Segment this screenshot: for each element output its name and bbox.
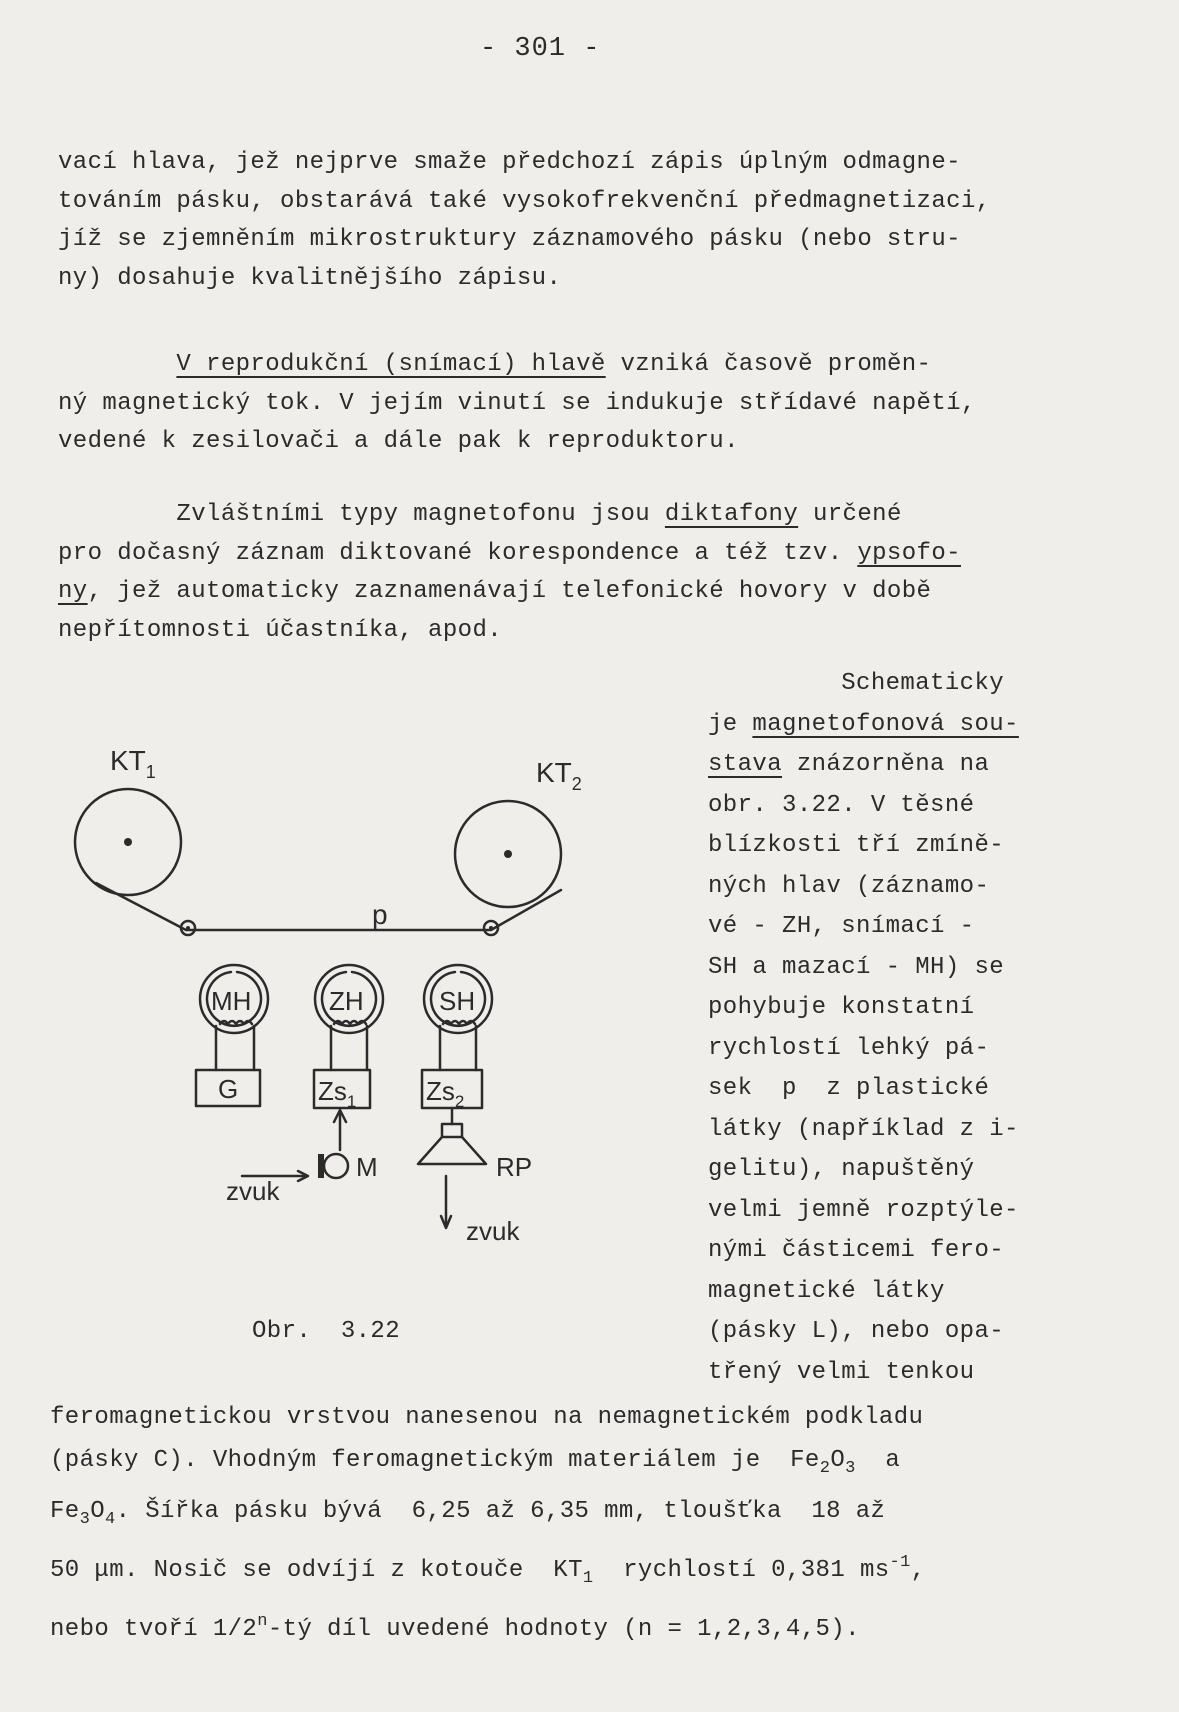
- text-line: (pásky L), nebo opa-: [708, 1318, 1005, 1345]
- text-line: feromagnetickou vrstvou nanesenou na nemagnetickém podkladu: [50, 1404, 924, 1431]
- paragraph-2: [58, 346, 976, 462]
- text-line: sek p z plastické: [708, 1075, 990, 1102]
- subscript: 4: [105, 1510, 116, 1529]
- text-line: jíž se zjemněním mikrostruktury záznamového pásku (nebo stru-: [58, 226, 961, 253]
- text-line: látky (například z i-: [708, 1115, 1019, 1143]
- underlined-term: ypsofo-: [857, 539, 961, 567]
- paragraph-1: [58, 144, 991, 298]
- text-line: je: [708, 710, 753, 738]
- text-line: nebo tvoří 1/2: [50, 1616, 258, 1643]
- text-line: O: [830, 1447, 846, 1474]
- underlined-term: diktafony: [664, 501, 799, 528]
- label-zvuk-out: zvuk: [466, 1216, 520, 1246]
- label-tape-p: p: [372, 899, 388, 930]
- superscript: -1: [889, 1553, 911, 1572]
- guide-roller-left-dot: [186, 926, 190, 930]
- text-line: pro dočasný záznam diktované korespondence a též tzv.: [58, 539, 858, 567]
- text-line: Schematicky: [708, 670, 1005, 697]
- paragraph-3: [58, 496, 961, 650]
- text-line: určené: [798, 501, 902, 528]
- underlined-term: V reprodukční (snímací) hlavě: [176, 351, 606, 378]
- guide-roller-right-dot: [489, 926, 493, 930]
- text-line: ných hlav (záznamo-: [708, 872, 990, 900]
- text-line: ny) dosahuje kvalitnějšího zápisu.: [58, 264, 562, 292]
- label-kt2-main: $KT_2$: [536, 757, 582, 794]
- speaker-cone: [418, 1137, 486, 1164]
- text-line: . Šířka pásku bývá 6,25 až 6,35 mm, tloušťka 18 až: [115, 1498, 886, 1525]
- label-g: G: [218, 1074, 239, 1104]
- text-line: O: [90, 1498, 106, 1525]
- label-zs2: $Zs_2$: [426, 1076, 465, 1111]
- text-line: ,: [910, 1557, 926, 1584]
- text-line: magnetické látky: [708, 1277, 945, 1305]
- magnetofon-diagram: [66, 740, 582, 1260]
- text-line: -tý díl uvedené hodnoty (n = 1,2,3,4,5).: [267, 1616, 860, 1643]
- text-line: gelitu), napuštěný: [708, 1156, 975, 1183]
- text-line: ný magnetický tok. V jejím vinutí se indukuje střídavé napětí,: [58, 389, 976, 417]
- text-line: vací hlava, jež nejprve smaže předchozí zápis úplným odmagne-: [58, 149, 961, 176]
- text-line: (pásky C). Vhodným feromagnetickým materiálem je Fe: [50, 1447, 820, 1474]
- text-line: obr. 3.22. V těsné: [708, 791, 975, 819]
- label-sh: SH: [439, 986, 476, 1016]
- text-line: a: [855, 1447, 901, 1474]
- label-zs1: $Zs_1$: [318, 1076, 357, 1111]
- page-number: - 301 -: [480, 34, 601, 64]
- text-line: vé - ZH, snímací -: [708, 913, 975, 940]
- label-mh: MH: [211, 986, 252, 1016]
- underlined-term: ny: [58, 578, 88, 605]
- text-line: vedené k zesilovači a dále pak k reproduktoru.: [58, 428, 739, 455]
- subscript: 2: [819, 1459, 831, 1478]
- figure-caption: Obr. 3.22: [252, 1318, 401, 1345]
- text-line: třený velmi tenkou: [708, 1358, 975, 1386]
- text-line: nými částicemi fero-: [708, 1237, 1005, 1264]
- side-column-text: [708, 664, 1019, 1393]
- text-line: Fe: [50, 1498, 80, 1525]
- reel-kt1-hub: [124, 838, 132, 846]
- text-line: rychlostí lehký pá-: [708, 1034, 990, 1062]
- label-m: M: [356, 1152, 378, 1182]
- text-line: , jež automaticky zaznamenávají telefonické hovory v době: [87, 578, 932, 605]
- text-line: nepřítomnosti účastníka, apod.: [58, 616, 503, 644]
- text-line: znázorněna na: [782, 751, 990, 778]
- label-rp: RP: [496, 1152, 533, 1182]
- reel-kt2-hub: [504, 850, 512, 858]
- text-line: továním pásku, obstarává také vysokofrekvenční předmagnetizaci,: [58, 187, 991, 215]
- speaker-magnet: [442, 1124, 462, 1137]
- mic-body: [324, 1154, 348, 1178]
- text-line: Zvláštními typy magnetofonu jsou: [176, 501, 665, 528]
- superscript: n: [257, 1612, 268, 1631]
- text-line: rychlostí 0,381 ms: [593, 1557, 890, 1584]
- text-line: blízkosti tří zmíně-: [708, 832, 1005, 859]
- text-line: vzniká časově proměn-: [605, 351, 932, 378]
- text-line: 50 μm. Nosič se odvíjí z kotouče KT: [50, 1557, 583, 1584]
- label-zvuk-in: zvuk: [226, 1176, 280, 1206]
- underlined-term: magnetofonová sou-: [752, 710, 1019, 738]
- subscript: 3: [79, 1510, 91, 1529]
- subscript: 3: [845, 1459, 856, 1478]
- underlined-term: stava: [708, 751, 783, 778]
- label-zh: ZH: [329, 986, 364, 1016]
- text-line: velmi jemně rozptýle-: [708, 1196, 1019, 1224]
- text-line: SH a mazací - MH) se: [708, 953, 1005, 981]
- label-kt1: $KT_1$: [110, 745, 156, 782]
- text-line: pohybuje konstatní: [708, 994, 975, 1021]
- subscript: 1: [582, 1569, 594, 1588]
- tape-p: [96, 883, 561, 930]
- paragraph-bottom: [50, 1396, 926, 1651]
